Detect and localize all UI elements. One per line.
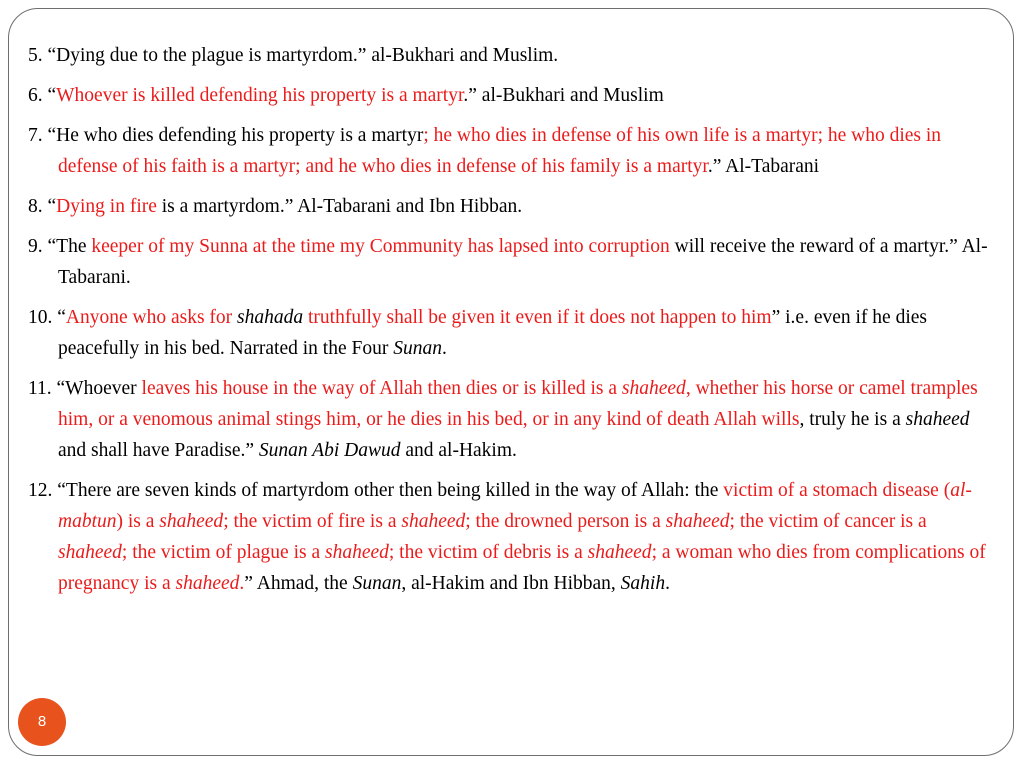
body-text: “: [47, 85, 57, 106]
body-text: Sunan: [352, 573, 402, 594]
highlighted-text: ; the victim of debris is a: [388, 542, 588, 563]
highlighted-text: truthfully shall be given it even if it does not happen to him: [303, 307, 772, 328]
item-number: 11.: [28, 378, 52, 399]
highlighted-text: shaheed: [324, 542, 389, 563]
body-text: is a martyrdom.” Al-Tabarani and Ibn Hibban.: [156, 196, 523, 217]
highlighted-text: Whoever is killed defending his property is a martyr: [56, 85, 464, 106]
body-text: shaheed: [905, 409, 970, 430]
highlighted-text: shaheed: [58, 542, 122, 563]
highlighted-text: keeper of my Sunna at the time my Community has lapsed into corruption: [91, 236, 670, 257]
highlighted-text: .: [239, 573, 245, 594]
item-number: 7.: [28, 125, 43, 146]
hadith-item: [28, 373, 1000, 466]
body-text: .: [665, 573, 670, 594]
highlighted-text: ; a woman who dies from complications of pregnancy is a: [58, 542, 986, 594]
hadith-list: [28, 40, 1000, 608]
hadith-item: [28, 40, 1000, 71]
body-text: Sunan: [393, 338, 442, 359]
body-text: “Whoever: [56, 378, 142, 399]
hadith-item: [28, 191, 1000, 222]
body-text: shahada: [237, 307, 304, 328]
highlighted-text: , whether his horse or camel tramples him, or a venomous animal stings him, or he dies in his bed, or in any kind of death Allah wills: [58, 378, 978, 430]
highlighted-text: leaves his house in the way of Allah then dies or is killed is a: [141, 378, 622, 399]
body-text: will receive the reward of a martyr.” Al-Tabarani.: [58, 236, 988, 288]
highlighted-text: victim of a stomach disease (: [723, 480, 951, 501]
page-number-badge: 8: [18, 698, 66, 746]
hadith-item: [28, 80, 1000, 111]
highlighted-text: shaheed: [159, 511, 224, 532]
hadith-item: [28, 231, 1000, 293]
body-text: Sahih: [620, 573, 666, 594]
item-number: 5.: [28, 45, 43, 66]
highlighted-text: shaheed: [175, 573, 240, 594]
body-text: “The: [47, 236, 92, 257]
hadith-item: [28, 302, 1000, 364]
body-text: and al-Hakim.: [400, 440, 517, 461]
item-number: 8.: [28, 196, 43, 217]
body-text: Sunan Abi Dawud: [258, 440, 401, 461]
item-number: 12.: [28, 480, 53, 501]
body-text: and shall have Paradise.”: [58, 440, 259, 461]
body-text: , truly he is a: [799, 409, 906, 430]
highlighted-text: Dying in fire: [56, 196, 157, 217]
highlighted-text: shaheed: [621, 378, 686, 399]
body-text: “He who dies defending his property is a martyr: [47, 125, 424, 146]
highlighted-text: ; the drowned person is a: [465, 511, 666, 532]
highlighted-text: Anyone who asks for: [65, 307, 238, 328]
highlighted-text: ; the victim of plague is a: [121, 542, 325, 563]
highlighted-text: shaheed: [587, 542, 652, 563]
highlighted-text: shaheed: [401, 511, 466, 532]
body-text: , al-Hakim and Ibn Hibban,: [401, 573, 621, 594]
body-text: “There are seven kinds of martyrdom other then being killed in the way of Allah: the: [57, 480, 724, 501]
hadith-item: [28, 120, 1000, 182]
body-text: “: [57, 307, 66, 328]
body-text: .: [441, 338, 447, 359]
item-number: 6.: [28, 85, 43, 106]
body-text: .” Al-Tabarani: [707, 156, 820, 177]
body-text: .” al-Bukhari and Muslim: [463, 85, 664, 106]
body-text: ” i.e. even if he dies peacefully in his bed. Narrated in the Four: [58, 307, 927, 359]
highlighted-text: ; the victim of cancer is a: [729, 511, 927, 532]
highlighted-text: shaheed: [665, 511, 730, 532]
body-text: “: [47, 196, 57, 217]
highlighted-text: al-mabtun: [58, 480, 972, 532]
highlighted-text: ; the victim of fire is a: [223, 511, 402, 532]
body-text: “Dying due to the plague is martyrdom.” al-Bukhari and Muslim.: [47, 45, 559, 66]
highlighted-text: ) is a: [116, 511, 160, 532]
hadith-item: [28, 475, 1000, 599]
body-text: ” Ahmad, the: [244, 573, 353, 594]
item-number: 10.: [28, 307, 53, 328]
highlighted-text: ; he who dies in defense of his own life is a martyr; he who dies in defense of his faith is a martyr; and he who dies in defense of his family is a martyr: [58, 125, 942, 177]
item-number: 9.: [28, 236, 43, 257]
